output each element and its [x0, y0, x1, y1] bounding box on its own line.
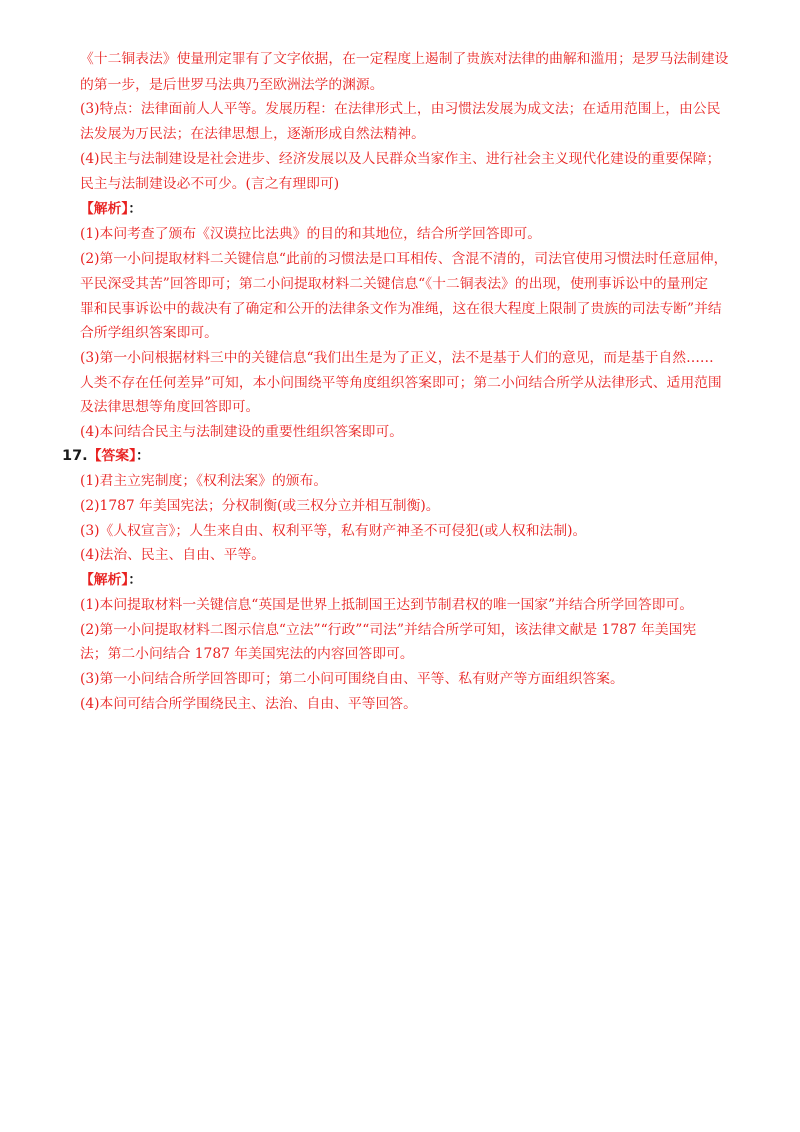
q16-analysis-2-line-1: (2)第一小问提取材料二关键信息“此前的习惯法是口耳相传、含混不清的，司法官使用习惯法时任意屈伸，	[80, 251, 728, 267]
q16-answer-line-2: 的第一步，是后世罗马法典乃至欧洲法学的渊源。	[80, 77, 384, 93]
analysis-label: 【解析】	[80, 201, 129, 217]
analysis-label: 【解析】	[80, 572, 129, 588]
q17-answer-4: (4)法治、民主、自由、平等。	[80, 547, 266, 563]
q16-answer-item-4-line-2: 民主与法制建设必不可少。(言之有理即可)	[80, 176, 340, 192]
q16-answer-item-3-line-2: 法发展为万民法；在法律思想上，逐渐形成自然法精神。	[80, 126, 425, 142]
q16-analysis-3-line-3: 及法律思想等角度回答即可。	[80, 399, 260, 415]
q16-answer-item-3-line-1: (3)特点：法律面前人人平等。发展历程：在法律形式上，由习惯法发展为成文法；在适用范围上，由公民	[80, 101, 721, 117]
q17-analysis-2-line-2: 法；第二小问结合 1787 年美国宪法的内容回答即可。	[80, 646, 414, 662]
q17-answer-3: (3)《人权宣言》；人生来自由、权利平等，私有财产神圣不可侵犯(或人权和法制)。	[80, 523, 587, 539]
answer-label: 【答案】	[87, 448, 136, 464]
q16-answer-item-4-line-1: (4)民主与法制建设是社会进步、经济发展以及人民群众当家作主、进行社会主义现代化建设的重要保障；	[80, 151, 721, 167]
q17-analysis-4: (4)本问可结合所学围绕民主、法治、自由、平等回答。	[80, 696, 417, 712]
q16-analysis-3-line-1: (3)第一小问根据材料三中的关键信息“我们出生是为了正义，法不是基于人们的意见，而是基于自然……	[80, 350, 714, 366]
q17-analysis-3: (3)第一小问结合所学回答即可；第二小问可围绕自由、平等、私有财产等方面组织答案。	[80, 671, 624, 687]
q16-analysis-2-line-4: 合所学组织答案即可。	[80, 325, 218, 341]
answer-colon: ：	[135, 448, 150, 464]
analysis-colon: ：	[128, 201, 143, 217]
q17-answer-1: (1)君主立宪制度；《权利法案》的颁布。	[80, 473, 328, 489]
q17-analysis-1: (1)本问提取材料一关键信息“英国是世界上抵制国王达到节制君权的唯一国家”并结合所学回答即可。	[80, 597, 694, 613]
q16-answer-line-1: 《十二铜表法》使量刑定罪有了文字依据，在一定程度上遏制了贵族对法律的曲解和滥用；是罗马法制建设	[80, 51, 729, 67]
q17-answer-2: (2)1787 年美国宪法；分权制衡(或三权分立并相互制衡)。	[80, 498, 440, 514]
q16-analysis-1: (1)本问考查了颁布《汉谟拉比法典》的目的和其地位，结合所学回答即可。	[80, 226, 542, 242]
q16-analysis-header	[80, 198, 142, 220]
question-number: 17.	[62, 448, 88, 464]
q16-analysis-2-line-3: 罪和民事诉讼中的裁决有了确定和公开的法律条文作为准绳，这在很大程度上限制了贵族的司法专断”并结	[80, 301, 722, 317]
q17-analysis-header	[80, 569, 142, 591]
q16-analysis-3-line-2: 人类不存在任何差异”可知，本小问围绕平等角度组织答案即可；第二小问结合所学从法律形式、适用范围	[80, 375, 722, 391]
q17-header	[62, 445, 150, 467]
q17-analysis-2-line-1: (2)第一小问提取材料二图示信息“立法”“行政”“司法”并结合所学可知，该法律文献是 1787 年美国宪	[80, 622, 697, 638]
q16-analysis-2-line-2: 平民深受其苦”回答即可；第二小问提取材料二关键信息“《十二铜表法》的出现，使刑事诉讼中的量刑定	[80, 276, 709, 292]
analysis-colon: ：	[128, 572, 143, 588]
q16-analysis-4: (4)本问结合民主与法制建设的重要性组织答案即可。	[80, 424, 404, 440]
